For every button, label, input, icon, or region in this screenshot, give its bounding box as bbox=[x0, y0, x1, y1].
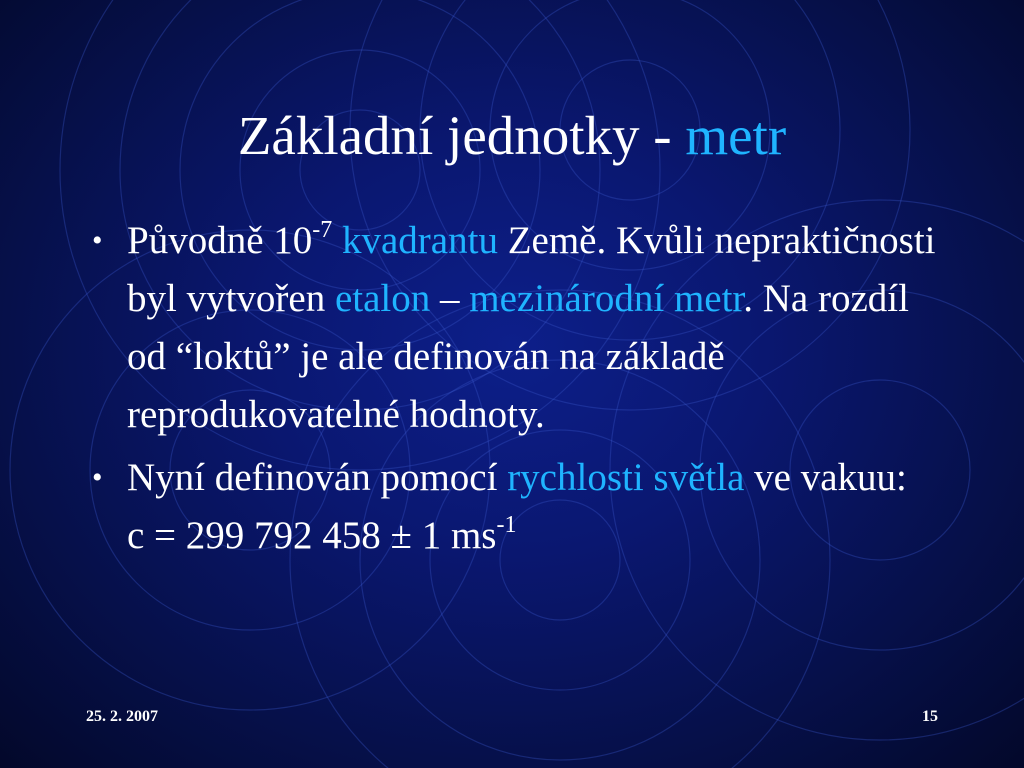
bullet-text: Nyní definován pomocí bbox=[127, 456, 508, 499]
bullet-text bbox=[332, 219, 342, 262]
bullet-icon: • bbox=[92, 461, 103, 494]
bullet-text: – bbox=[430, 277, 470, 320]
title-main: Základní jednotky - bbox=[237, 105, 686, 166]
bullet-item bbox=[80, 212, 940, 444]
hyperlink-kvadrantu[interactable]: kvadrantu bbox=[342, 219, 498, 262]
bullet-text: Země. Kvůli nepraktičnosti byl vytvořen bbox=[127, 219, 936, 320]
hyperlink-etalon[interactable]: etalon bbox=[334, 277, 431, 320]
bullet-text: Původně 10 bbox=[127, 219, 313, 262]
title-accent: metr bbox=[685, 105, 787, 166]
bullet-icon: • bbox=[92, 224, 103, 257]
slide-title bbox=[0, 100, 1024, 172]
bullet-text: . Na rozdíl od “loktů” je ale definován na základě reprodukovatelné hodnoty. bbox=[127, 277, 909, 436]
bullet-list bbox=[80, 212, 940, 570]
bullet-item bbox=[80, 449, 940, 565]
hyperlink-rychlosti-svetla[interactable]: rychlosti světla bbox=[507, 456, 745, 499]
exponent: -7 bbox=[312, 217, 333, 243]
exponent: -1 bbox=[496, 512, 517, 538]
bullet-text: ve vakuu: c = 299 792 458 ± 1 ms bbox=[127, 456, 937, 557]
footer-date: 25. 2. 2007 bbox=[86, 708, 158, 725]
hyperlink-mezinarodni-metr[interactable]: mezinárodní metr bbox=[469, 277, 744, 320]
slide-number: 15 bbox=[922, 708, 938, 725]
